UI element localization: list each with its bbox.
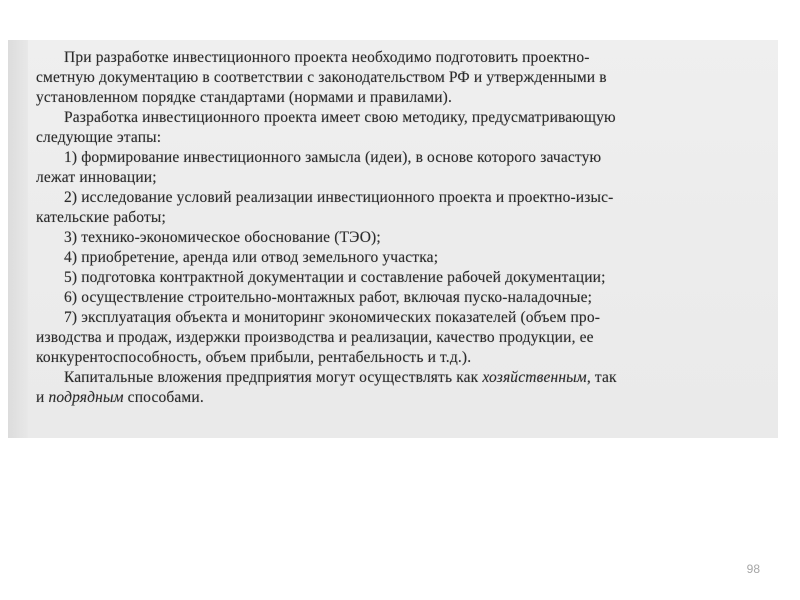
emphasis-term: подрядным (48, 389, 124, 406)
text-line: Разработка инвестиционного проекта имеет свою методику, предусматривающую (64, 109, 616, 126)
text-line: установленном порядке стандартами (нормами и правилами). (36, 89, 452, 106)
list-item-4: 4) приобретение, аренда или отвод земельного участка; (64, 249, 439, 266)
text-line: лежат инновации; (36, 169, 157, 186)
scan-left-edge (8, 40, 28, 438)
list-item-2: 2) исследование условий реализации инвестиционного проекта и проектно-изыс- (64, 189, 614, 206)
emphasis-term: хозяйственным (482, 369, 587, 386)
text-line: изводства и продаж, издержки производства и реализации, качество продукции, ее (36, 329, 594, 346)
text-line: следующие этапы: (36, 129, 162, 146)
text-fragment: , так (586, 369, 617, 386)
list-item-7: 7) эксплуатация объекта и мониторинг экономических показателей (объем про- (64, 309, 601, 326)
text-line: конкурентоспособность, объем прибыли, рентабельность и т.д.). (36, 349, 472, 366)
scanned-text-image (8, 40, 778, 438)
text-line: сметную документацию в соответствии с законодательством РФ и утвержденными в (36, 69, 607, 86)
text-line: кательские работы; (36, 209, 166, 226)
list-item-3: 3) технико-экономическое обоснование (ТЭО); (64, 229, 381, 246)
text-fragment: Капитальные вложения предприятия могут осуществлять как (64, 369, 483, 386)
page-number: 98 (746, 562, 760, 576)
document-text (36, 48, 766, 408)
text-fragment: и (36, 389, 49, 406)
list-item-1: 1) формирование инвестиционного замысла (идеи), в основе которого зачастую (64, 149, 602, 166)
closing-paragraph-line-1 (36, 368, 766, 388)
closing-paragraph-line-2 (36, 388, 766, 408)
text-fragment: способами. (123, 389, 204, 406)
text-line: При разработке инвестиционного проекта необходимо подготовить проектно- (64, 49, 590, 66)
list-item-5: 5) подготовка контрактной документации и составление рабочей документации; (64, 269, 606, 286)
list-item-6: 6) осуществление строительно-монтажных работ, включая пуско-наладочные; (64, 289, 593, 306)
